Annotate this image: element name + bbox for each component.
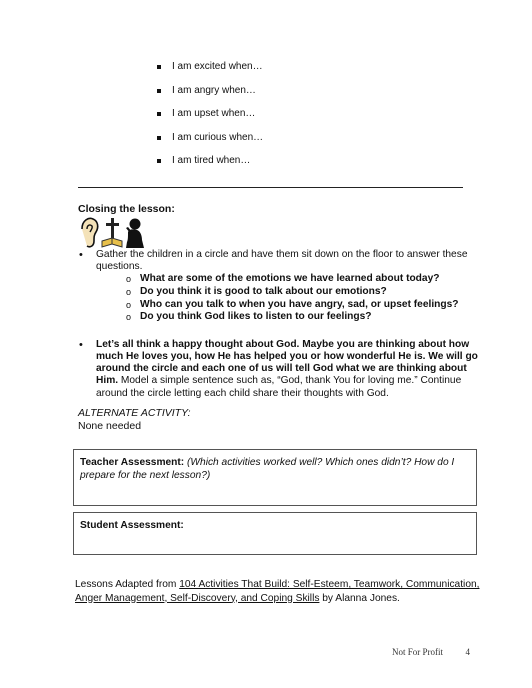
circle-bullet-icon: o	[126, 274, 132, 285]
praying-child-icon	[126, 219, 144, 249]
closing-heading: Closing the lesson:	[78, 203, 175, 215]
list-item: • Let’s all think a happy thought about God. Maybe you are thinking about how much He loves you, how He has helped you or how wonderful He is. We will go around the circle and each one of us will tell God what we are thinking about Him. Model a simple sentence such as, “God, thank You for loving me.” Continue around the circle letting each child share their thoughts with God.	[79, 338, 478, 399]
page-number: 4	[465, 647, 471, 657]
list-item: o Do you think it is good to talk about our emotions?	[126, 286, 387, 297]
student-assessment-label: Student Assessment:	[80, 520, 184, 531]
circle-bullet-icon: o	[126, 287, 132, 297]
list-item: o What are some of the emotions we have learned about today?	[126, 273, 440, 285]
list-item: I am angry when…	[155, 84, 263, 108]
alternate-activity-body: None needed	[78, 420, 142, 432]
list-item: I am curious when…	[155, 131, 263, 155]
list-item: I am upset when…	[155, 107, 263, 131]
list-item: I am excited when…	[155, 60, 263, 84]
circle-bullet-icon: o	[126, 299, 132, 310]
list-item: • Gather the children in a circle and have them sit down on the floor to answer these questions.	[79, 249, 468, 273]
page-footer	[392, 647, 470, 657]
bullet-icon: •	[79, 338, 83, 351]
student-assessment-box	[73, 512, 477, 555]
section-divider	[78, 187, 463, 188]
square-bullet-icon	[157, 159, 161, 163]
teacher-assessment-box	[73, 449, 477, 506]
teacher-assessment-note: (Which activities worked well? Which ones didn’t? How do I prepare for the next lesson?)	[80, 457, 455, 481]
lesson-icons	[78, 215, 148, 251]
square-bullet-icon	[157, 65, 161, 69]
emotion-prompt-list	[155, 60, 263, 178]
ear-icon	[82, 218, 98, 246]
alternate-activity-title: ALTERNATE ACTIVITY:	[78, 407, 191, 419]
bullet-icon: •	[79, 249, 83, 261]
footer-text: Not For Profit	[392, 647, 444, 657]
square-bullet-icon	[157, 89, 161, 93]
credits-paragraph: Lessons Adapted from 104 Activities That Build: Self-Esteem, Teamwork, Communication, Anger Management, Self-Discovery, and Coping Skills by Alanna Jones.	[75, 579, 480, 604]
list-item: o Who can you talk to when you have angry, sad, or upset feelings?	[126, 298, 459, 310]
list-item: o Do you think God likes to listen to our feelings?	[126, 311, 372, 323]
question-list	[78, 273, 483, 323]
cross-bible-icon	[102, 218, 122, 247]
book-title: 104 Activities That Build: Self-Esteem, Teamwork, Communication, Anger Management, Self-Discovery, and Coping Skills	[75, 579, 480, 604]
square-bullet-icon	[157, 136, 161, 140]
square-bullet-icon	[157, 112, 161, 116]
teacher-assessment-label: Teacher Assessment:	[80, 457, 185, 468]
list-item: I am tired when…	[155, 154, 263, 178]
closing-steps	[78, 249, 483, 400]
circle-bullet-icon: o	[126, 312, 132, 323]
